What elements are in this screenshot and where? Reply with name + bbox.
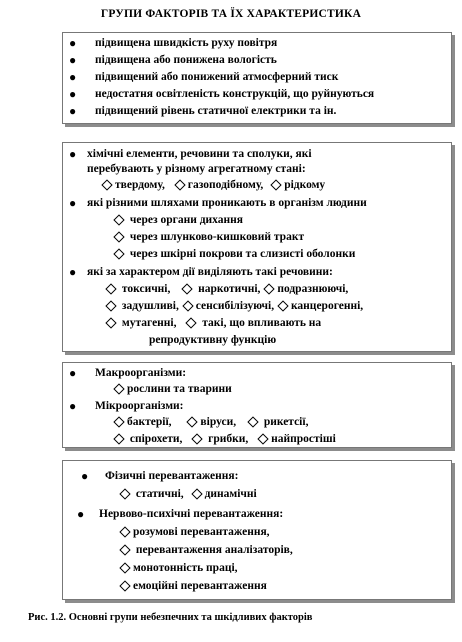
diamond-icon bbox=[113, 248, 124, 259]
diamond-icon bbox=[101, 179, 112, 190]
page-title: ГРУПИ ФАКТОРІВ ТА ЇХ ХАРАКТЕРИСТИКА bbox=[100, 8, 362, 20]
diamond-icon bbox=[182, 283, 193, 294]
biological-factors-box bbox=[62, 362, 452, 448]
list-item: Мікроорганізми: bbox=[95, 400, 184, 412]
chemical-factors-box bbox=[62, 142, 452, 352]
list-item: підвищена швидкість руху повітря bbox=[95, 37, 278, 49]
bullet-icon: ● bbox=[69, 36, 77, 50]
list-item: підвищений рівень статичної електрики та ін. bbox=[95, 105, 337, 117]
bullet-icon: ● bbox=[69, 196, 77, 210]
diamond-icon bbox=[119, 526, 130, 537]
list-item: недостатня освітленість конструкцій, що руйнуються bbox=[95, 88, 375, 100]
bullet-icon: ● bbox=[69, 104, 77, 118]
psychophysiological-factors-box bbox=[62, 460, 452, 600]
list-item: розумові перевантаження, bbox=[119, 525, 270, 539]
bullet-icon: ● bbox=[69, 147, 77, 161]
diamond-icon bbox=[113, 231, 124, 242]
diamond-icon bbox=[119, 488, 130, 499]
diamond-icon bbox=[182, 300, 193, 311]
list-item: підвищений або понижений атмосферний тиск bbox=[95, 71, 339, 83]
diamond-icon bbox=[186, 317, 197, 328]
list-item: які за характером дії виділяють такі речовини: bbox=[87, 266, 333, 278]
diamond-icon bbox=[191, 488, 202, 499]
diamond-icon bbox=[247, 416, 258, 427]
list-item: хімічні елементи, речовини та сполуки, які bbox=[87, 148, 312, 160]
list-item: Макроорганізми: bbox=[95, 367, 187, 379]
list-item: репродуктивну функцію bbox=[149, 334, 277, 346]
list-item: емоційні перевантаження bbox=[119, 579, 267, 593]
list-item: статичні, динамічні bbox=[119, 487, 257, 501]
bullet-icon: ● bbox=[69, 399, 77, 413]
list-item: рослини та тварини bbox=[113, 382, 232, 396]
list-item: бактерії, віруси, рикетсії, bbox=[113, 415, 308, 429]
list-item: через органи дихання bbox=[113, 213, 243, 227]
list-item: мутагенні, такі, що впливають на bbox=[105, 316, 321, 330]
diamond-icon bbox=[113, 214, 124, 225]
diamond-icon bbox=[271, 179, 282, 190]
list-item: токсичні, наркотичні, подразнюючі, bbox=[105, 282, 348, 296]
bullet-icon: ● bbox=[81, 469, 89, 483]
list-item: перебувають у різному агрегатному стані: bbox=[87, 163, 306, 175]
list-item: які різними шляхами проникають в організм людини bbox=[87, 197, 367, 209]
bullet-icon: ● bbox=[69, 265, 77, 279]
list-item: Нервово-психічні перевантаження: bbox=[99, 508, 284, 520]
diamond-icon bbox=[174, 179, 185, 190]
diamond-icon bbox=[113, 416, 124, 427]
diamond-icon bbox=[119, 544, 130, 555]
list-item: підвищена або понижена вологість bbox=[95, 54, 277, 66]
physical-factors-box bbox=[62, 32, 452, 124]
bullet-icon: ● bbox=[69, 87, 77, 101]
list-item: спірохети, грибки, найпростіші bbox=[113, 432, 336, 446]
diamond-icon bbox=[113, 383, 124, 394]
list-item: твердому, газоподібному, рідкому bbox=[101, 178, 325, 192]
list-item: перевантаження аналізаторів, bbox=[119, 543, 293, 557]
diamond-icon bbox=[187, 416, 198, 427]
list-item: через шлунково-кишковий тракт bbox=[113, 230, 304, 244]
bullet-icon: ● bbox=[77, 507, 85, 521]
bullet-icon: ● bbox=[69, 366, 77, 380]
diamond-icon bbox=[119, 562, 130, 573]
list-item: монотонність праці, bbox=[119, 561, 238, 575]
diamond-icon bbox=[119, 580, 130, 591]
diamond-icon bbox=[277, 300, 288, 311]
diamond-icon bbox=[264, 283, 275, 294]
diamond-icon bbox=[192, 433, 203, 444]
list-item: Фізичні перевантаження: bbox=[105, 470, 239, 482]
list-item: задушливі, сенсибілізуючі, канцерогенні, bbox=[105, 299, 363, 313]
bullet-icon: ● bbox=[69, 70, 77, 84]
diamond-icon bbox=[105, 283, 116, 294]
diamond-icon bbox=[105, 317, 116, 328]
diamond-icon bbox=[113, 433, 124, 444]
figure-caption: Рис. 1.2. Основні групи небезпечних та шкідливих факторів bbox=[28, 612, 313, 623]
bullet-icon: ● bbox=[69, 53, 77, 67]
list-item: через шкірні покрови та слизисті оболонки bbox=[113, 247, 355, 261]
diamond-icon bbox=[257, 433, 268, 444]
diamond-icon bbox=[105, 300, 116, 311]
